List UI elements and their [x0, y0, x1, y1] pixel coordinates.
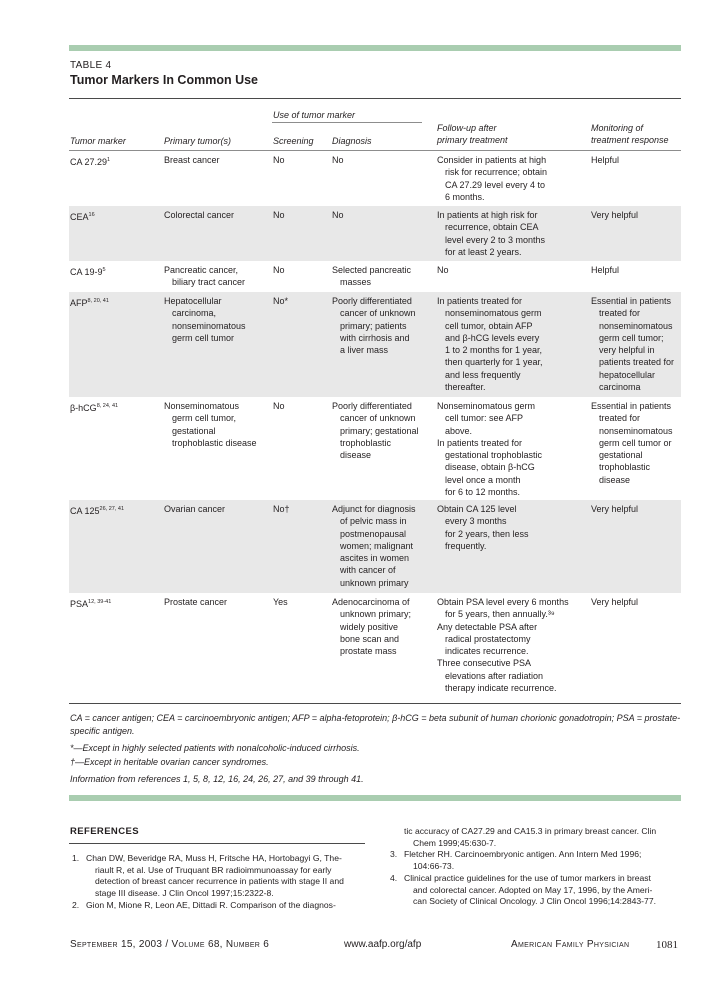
reference-line: tic accuracy of CA27.29 and CA15.3 in primary breast cancer. Clin	[404, 826, 657, 836]
marker-reference: 26, 27, 41	[99, 506, 124, 512]
cell-followup	[437, 503, 587, 552]
cell-line: cancer of unknown	[340, 413, 416, 424]
footer-issue: September 15, 2003 / Volume 68, Number 6	[70, 939, 270, 950]
cell-monitoring	[591, 596, 683, 608]
group-header-rule	[272, 122, 422, 123]
cell-line: primary; gestational	[340, 425, 419, 436]
header-followup-line: Follow-up after	[437, 123, 497, 133]
cell-line: 6 months.	[445, 191, 485, 202]
header-followup	[437, 122, 508, 146]
cell-line: disease	[340, 450, 372, 461]
footnote-asterisk: *—Except in highly selected patients with nonalcoholic-induced cirrhosis.	[70, 743, 360, 753]
cell-monitoring	[591, 154, 683, 166]
cell-primary-tumor	[164, 596, 270, 608]
references-left-column	[72, 853, 368, 912]
cell-monitoring	[591, 295, 683, 393]
cell-line: Nonseminomatous germ	[437, 401, 536, 411]
cell-diagnosis	[332, 264, 432, 289]
table-title: Tumor Markers In Common Use	[70, 73, 259, 87]
cell-tumor-marker	[70, 154, 160, 168]
cell-line: every 3 months	[445, 516, 507, 527]
cell-line: Very helpful	[591, 504, 639, 514]
reference-line: 104:66-73.	[413, 861, 455, 872]
header-top-rule	[69, 98, 681, 99]
header-monitoring-line: Monitoring of	[591, 123, 644, 133]
cell-monitoring	[591, 400, 683, 486]
footer-page-number: 1081	[656, 939, 678, 951]
cell-line: level once a month	[445, 474, 521, 485]
marker-reference: 8, 24, 41	[96, 403, 119, 409]
cell-line: No	[332, 210, 344, 220]
cell-line: trophoblastic	[599, 462, 651, 473]
table-row	[69, 500, 681, 593]
header-tumor-marker: Tumor marker	[70, 136, 126, 146]
cell-line: Colorectal cancer	[164, 210, 235, 220]
header-primary-tumor: Primary tumor(s)	[164, 136, 231, 146]
cell-line: cancer of unknown	[340, 308, 416, 319]
cell-line: then quarterly for 1 year,	[445, 357, 543, 368]
cell-line: nonseminomatous	[599, 425, 673, 436]
marker-name: CA 27.29	[70, 157, 108, 167]
cell-line: and less frequently	[445, 369, 521, 380]
cell-diagnosis	[332, 295, 432, 356]
cell-screening: Yes	[273, 597, 288, 607]
cell-line: CA 27.29 level every 4 to	[445, 179, 546, 190]
reference-line: Fletcher RH. Carcinoembryonic antigen. Ann Intern Med 1996;	[404, 849, 642, 860]
cell-line: trophoblastic disease	[172, 437, 257, 448]
cell-line: patients treated for	[599, 357, 675, 368]
cell-line: cell tumor, obtain AFP	[445, 320, 533, 331]
cell-tumor-marker	[70, 209, 160, 223]
cell-line: elevations after radiation	[445, 670, 544, 681]
footnote-sources: Information from references 1, 5, 8, 12, 16, 24, 26, 27, and 39 through 41.	[70, 774, 364, 784]
cell-followup	[437, 596, 587, 694]
cell-line: carcinoma,	[172, 308, 217, 319]
cell-screening: No	[273, 155, 285, 165]
cell-primary-tumor	[164, 400, 270, 449]
reference-line: can Society of Clinical Oncology. J Clin Oncol 1996;14:2843-77.	[413, 896, 656, 907]
cell-line: Ovarian cancer	[164, 504, 226, 514]
cell-line: Adenocarcinoma of	[332, 597, 410, 607]
cell-line: bone scan and	[340, 633, 400, 644]
marker-name: β-hCG	[70, 403, 97, 413]
cell-line: Very helpful	[591, 597, 639, 607]
cell-primary-tumor	[164, 209, 270, 221]
reference-number: 3.	[390, 849, 398, 860]
cell-monitoring	[591, 503, 683, 515]
table-row	[69, 151, 681, 206]
cell-line: postmenopausal	[340, 528, 407, 539]
marker-reference: 12, 39-41	[88, 599, 112, 605]
cell-line: germ cell tumor;	[599, 332, 664, 343]
reference-line: Chan DW, Beveridge RA, Muss H, Fritsche HA, Hortobagyi G, The-	[86, 853, 342, 863]
reference-line: Chem 1999;45:630-7.	[413, 837, 497, 848]
cell-line: Any detectable PSA after	[437, 621, 538, 632]
cell-line: Nonseminomatous	[164, 401, 240, 411]
cell-line: Adjunct for diagnosis	[332, 504, 416, 514]
marker-name: CEA	[70, 212, 89, 222]
cell-monitoring	[591, 209, 683, 221]
cell-line: Consider in patients at high	[437, 155, 547, 165]
cell-line: Prostate cancer	[164, 597, 228, 607]
cell-line: trophoblastic	[340, 437, 392, 448]
cell-primary-tumor	[164, 503, 270, 515]
cell-line: In patients treated for	[437, 437, 523, 448]
middle-color-band	[69, 795, 681, 801]
table-row	[69, 397, 681, 500]
table-row	[69, 206, 681, 261]
cell-line: Essential in patients	[591, 296, 672, 306]
cell-line: and β-hCG levels every	[445, 332, 540, 343]
cell-line: germ cell tumor,	[172, 413, 237, 424]
cell-line: above.	[445, 425, 473, 436]
cell-line: for 2 years, then less	[445, 528, 529, 539]
table-label: TABLE 4	[70, 60, 112, 71]
table-bottom-rule	[69, 703, 681, 704]
cell-tumor-marker	[70, 295, 160, 309]
cell-line: Obtain CA 125 level	[437, 504, 517, 514]
cell-monitoring	[591, 264, 683, 276]
cell-tumor-marker	[70, 503, 160, 517]
cell-line: of pelvic mass in	[340, 516, 407, 527]
cell-line: risk for recurrence; obtain	[445, 167, 548, 178]
reference-line: stage III disease. J Clin Oncol 1997;15:2322-8.	[95, 888, 274, 899]
cell-line: a liver mass	[340, 345, 389, 356]
cell-line: germ cell tumor or	[599, 437, 672, 448]
cell-line: for 5 years, then annually.³⁹	[445, 609, 555, 620]
footnote-dagger: †—Except in heritable ovarian cancer syndromes.	[70, 757, 269, 767]
cell-line: unknown primary	[340, 577, 409, 588]
reference-item	[72, 853, 368, 900]
reference-number: 2.	[72, 899, 80, 910]
cell-line: Essential in patients	[591, 401, 672, 411]
cell-line: gestational	[172, 425, 216, 436]
cell-primary-tumor	[164, 154, 270, 166]
cell-line: treated for	[599, 308, 641, 319]
cell-line: No	[332, 155, 344, 165]
cell-followup	[437, 209, 587, 258]
cell-line: gestational	[599, 450, 643, 461]
reference-line: riault R, et al. Use of Truquant BR radioimmunoassay for early	[95, 864, 332, 875]
header-screening: Screening	[273, 136, 314, 146]
reference-item	[390, 873, 682, 908]
cell-screening: No	[273, 210, 285, 220]
cell-line: Hepatocellular	[164, 296, 222, 306]
cell-line: 1 to 2 months for 1 year,	[445, 345, 543, 356]
group-header: Use of tumor marker	[273, 110, 356, 120]
cell-line: Helpful	[591, 265, 620, 275]
references-rule	[69, 843, 365, 844]
cell-diagnosis	[332, 154, 432, 166]
cell-line: Poorly differentiated	[332, 401, 412, 411]
cell-line: In patients at high risk for	[437, 210, 538, 220]
table-row	[69, 593, 681, 701]
marker-name: AFP	[70, 298, 88, 308]
cell-line: women; malignant	[340, 540, 414, 551]
cell-line: very helpful in	[599, 345, 655, 356]
reference-item	[390, 826, 682, 849]
cell-line: with cancer of	[340, 565, 396, 576]
cell-line: nonseminomatous germ	[445, 308, 542, 319]
cell-diagnosis	[332, 400, 432, 461]
header-diagnosis: Diagnosis	[332, 136, 372, 146]
header-followup-line: primary treatment	[437, 135, 508, 145]
cell-line: for at least 2 years.	[445, 246, 522, 257]
cell-line: Obtain PSA level every 6 months	[437, 597, 569, 607]
cell-line: Three consecutive PSA	[437, 658, 532, 669]
cell-line: masses	[340, 277, 372, 288]
footer-journal: American Family Physician	[511, 939, 630, 950]
reference-number: 1.	[72, 853, 80, 863]
cell-line: thereafter.	[445, 382, 486, 393]
cell-line: ascites in women	[340, 553, 410, 564]
cell-line: primary; patients	[340, 320, 407, 331]
cell-screening: No*	[273, 296, 289, 306]
cell-line: Poorly differentiated	[332, 296, 412, 306]
reference-item	[390, 849, 682, 872]
cell-diagnosis	[332, 503, 432, 589]
references-heading: REFERENCES	[70, 826, 139, 837]
cell-line: gestational trophoblastic	[445, 450, 543, 461]
cell-line: radical prostatectomy	[445, 633, 531, 644]
cell-diagnosis	[332, 596, 432, 657]
cell-line: level every 2 to 3 months	[445, 234, 546, 245]
cell-line: Pancreatic cancer,	[164, 265, 239, 275]
cell-screening: No	[273, 265, 285, 275]
reference-item	[72, 900, 368, 912]
marker-reference: 16	[88, 212, 95, 218]
cell-line: nonseminomatous	[172, 320, 246, 331]
cell-line: germ cell tumor	[172, 332, 235, 343]
reference-line: and colorectal cancer. Adopted on May 17, 1996, by the Ameri-	[413, 884, 653, 895]
cell-line: treated for	[599, 413, 641, 424]
cell-screening: No†	[273, 504, 290, 514]
marker-reference: 1	[107, 157, 111, 163]
cell-line: cell tumor: see AFP	[445, 413, 524, 424]
cell-line: prostate mass	[340, 646, 397, 657]
cell-line: disease, obtain β-hCG	[445, 462, 535, 473]
cell-followup	[437, 264, 587, 276]
cell-tumor-marker	[70, 264, 160, 278]
cell-diagnosis	[332, 209, 432, 221]
marker-reference: 5	[102, 267, 106, 273]
cell-line: frequently.	[445, 540, 487, 551]
cell-primary-tumor	[164, 295, 270, 344]
footnote-abbreviations: CA = cancer antigen; CEA = carcinoembryonic antigen; AFP = alpha-fetoprotein; β-hCG = beta subunit of human chorionic gonadotropin; PSA = prostate-specific antigen.	[70, 713, 681, 736]
cell-line: widely positive	[340, 621, 399, 632]
cell-line: Selected pancreatic	[332, 265, 412, 275]
header-monitoring-line: treatment response	[591, 135, 669, 145]
references-right-column	[390, 826, 682, 908]
reference-line: detection of breast cancer recurrence in patients with stage II and	[95, 876, 344, 887]
reference-line: Clinical practice guidelines for the use of tumor markers in breast	[404, 872, 651, 883]
table-row	[69, 261, 681, 292]
marker-reference: 8, 20, 41	[87, 298, 109, 304]
marker-name: CA 19-9	[70, 267, 103, 277]
cell-followup	[437, 154, 587, 203]
reference-number: 4.	[390, 872, 398, 883]
cell-line: for 6 to 12 months.	[445, 487, 521, 498]
cell-tumor-marker	[70, 400, 160, 414]
cell-line: indicates recurrence.	[445, 646, 529, 657]
reference-line: Gion M, Mione R, Leon AE, Dittadi R. Comparison of the diagnos-	[86, 899, 336, 910]
marker-name: CA 125	[70, 506, 100, 516]
table-row	[69, 292, 681, 397]
cell-line: Helpful	[591, 155, 620, 165]
header-monitoring	[591, 122, 669, 146]
cell-followup	[437, 295, 587, 393]
cell-line: carcinoma	[599, 382, 641, 393]
cell-line: recurrence, obtain CEA	[445, 222, 539, 233]
cell-line: with cirrhosis and	[340, 332, 410, 343]
cell-line: unknown primary;	[340, 609, 412, 620]
cell-line: disease	[599, 474, 631, 485]
cell-line: No	[437, 265, 449, 275]
cell-primary-tumor	[164, 264, 270, 289]
cell-line: hepatocellular	[599, 369, 656, 380]
cell-followup	[437, 400, 587, 498]
cell-line: therapy indicate recurrence.	[445, 683, 557, 694]
footer-url[interactable]: www.aafp.org/afp	[344, 939, 422, 950]
cell-line: Very helpful	[591, 210, 639, 220]
cell-line: nonseminomatous	[599, 320, 673, 331]
cell-screening: No	[273, 401, 285, 411]
top-color-band	[69, 45, 681, 51]
cell-line: Breast cancer	[164, 155, 220, 165]
marker-name: PSA	[70, 599, 89, 609]
cell-tumor-marker	[70, 596, 160, 610]
cell-line: biliary tract cancer	[172, 277, 246, 288]
cell-line: In patients treated for	[437, 296, 523, 306]
